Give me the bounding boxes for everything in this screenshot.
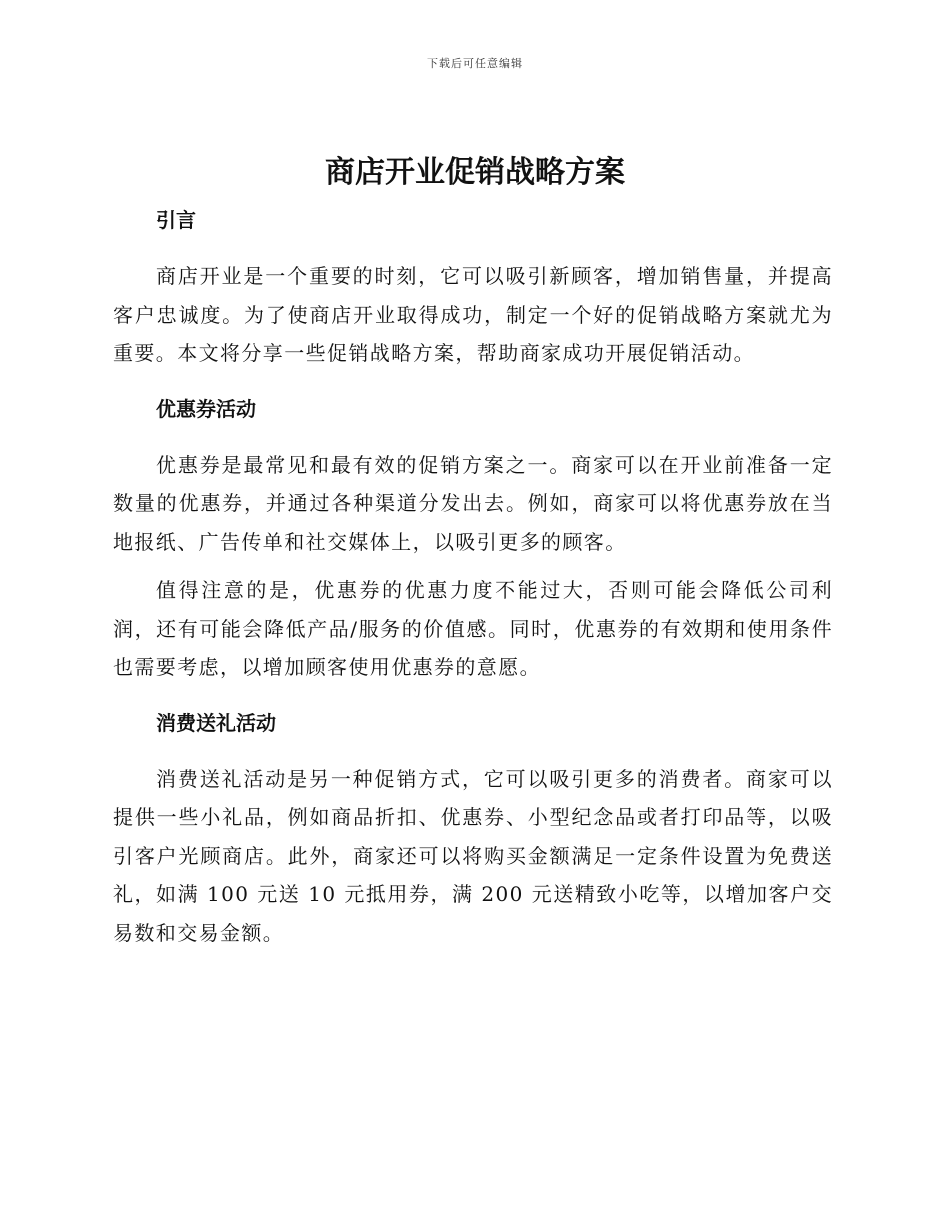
section-heading-gift-promotion: 消费送礼活动 <box>156 710 276 735</box>
gift-promotion-paragraph: 消费送礼活动是另一种促销方式，它可以吸引更多的消费者。商家可以提供一些小礼品，例如商品折扣、优惠券、小型纪念品或者打印品等，以吸引客户光顾商店。此外，商家还可以将购买金额满足一定条件设置为免费送礼，如满 100 元送 10 元抵用券，满 200 元送精致小吃等，以增加客户交易数和交易金额。 <box>113 766 833 945</box>
section-heading-introduction: 引言 <box>156 208 196 232</box>
document-title: 商店开业促销战略方案 <box>325 155 625 190</box>
document-body <box>113 198 833 952</box>
page-header-note: 下载后可任意编辑 <box>427 57 523 70</box>
coupons-paragraph-1: 优惠券是最常见和最有效的促销方案之一。商家可以在开业前准备一定数量的优惠券，并通过各种渠道分发出去。例如，商家可以将优惠券放在当地报纸、广告传单和社交媒体上，以吸引更多的顾客。 <box>113 452 833 554</box>
section-heading-coupons: 优惠券活动 <box>156 396 256 421</box>
introduction-paragraph: 商店开业是一个重要的时刻，它可以吸引新顾客，增加销售量，并提高客户忠诚度。为了使商店开业取得成功，制定一个好的促销战略方案就尤为重要。本文将分享一些促销战略方案，帮助商家成功开展促销活动。 <box>113 264 833 365</box>
coupons-paragraph-2: 值得注意的是，优惠券的优惠力度不能过大，否则可能会降低公司利润，还有可能会降低产品/服务的价值感。同时，优惠券的有效期和使用条件也需要考虑，以增加顾客使用优惠券的意愿。 <box>113 578 833 679</box>
